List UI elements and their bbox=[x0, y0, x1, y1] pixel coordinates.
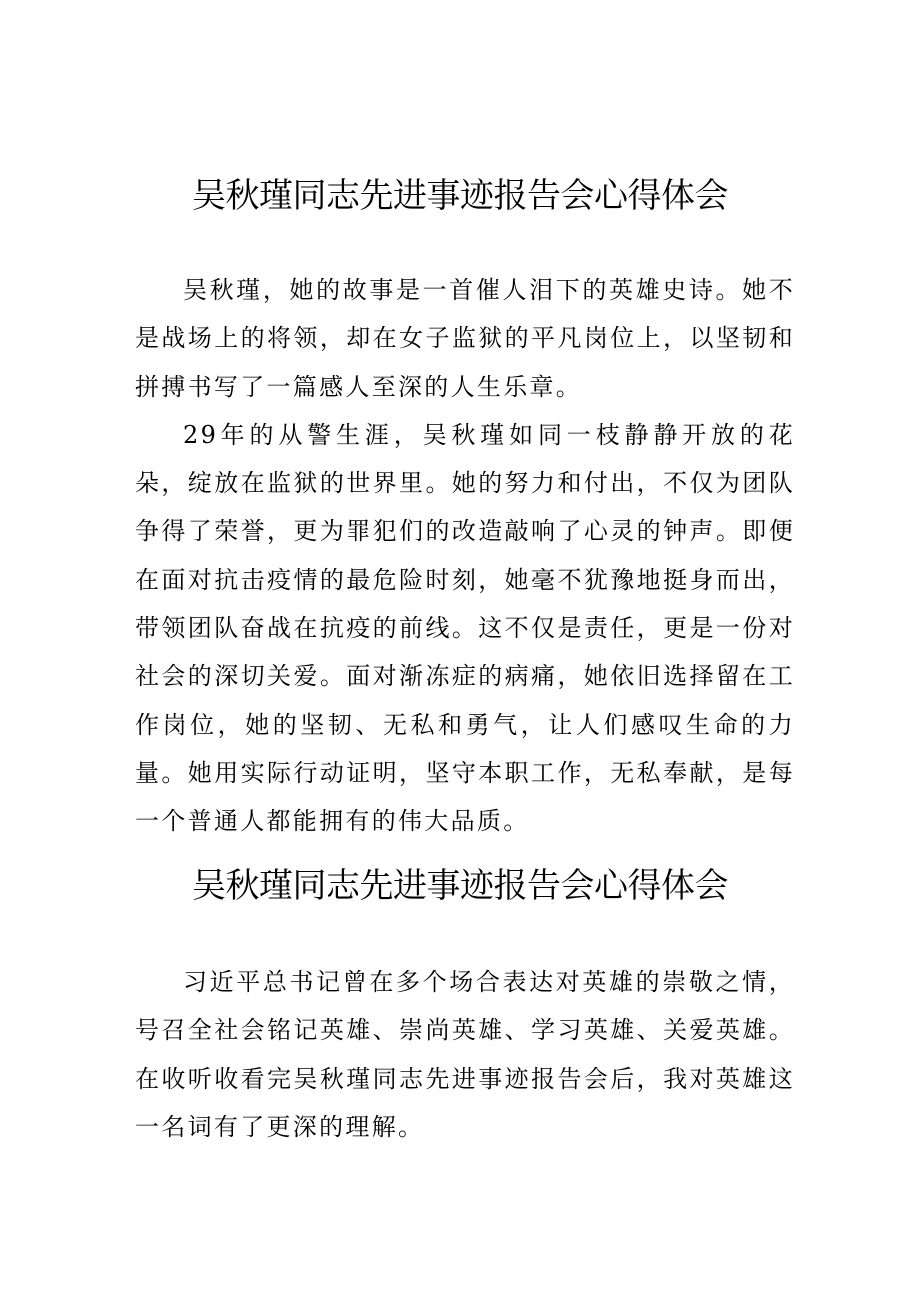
section-2-body bbox=[135, 958, 795, 1151]
section-1-body bbox=[135, 266, 795, 846]
section-1-title: 吴秋瑾同志先进事迹报告会心得体会 bbox=[192, 176, 728, 216]
section-1-paragraph-2: 29年的从警生涯，吴秋瑾如同一枝静静开放的花朵，绽放在监狱的世界里。她的努力和付出，不仅为团队争得了荣誉，更为罪犯们的改造敲响了心灵的钟声。即便在面对抗击疫情的最危险时刻，她毫不犹豫地挺身而出，带领团队奋战在抗疫的前线。这不仅是责任，更是一份对社会的深切关爱。面对渐冻症的病痛，她依旧选择留在工作岗位，她的坚韧、无私和勇气，让人们感叹生命的力量。她用实际行动证明，坚守本职工作，无私奉献，是每一个普通人都能拥有的伟大品质。 bbox=[135, 420, 795, 836]
section-2-title: 吴秋瑾同志先进事迹报告会心得体会 bbox=[192, 866, 728, 906]
section-2-paragraph-1: 习近平总书记曾在多个场合表达对英雄的崇敬之情，号召全社会铭记英雄、崇尚英雄、学习英雄、关爱英雄。在收听收看完吴秋瑾同志先进事迹报告会后，我对英雄这一名词有了更深的理解。 bbox=[135, 968, 795, 1141]
section-1-paragraph-1: 吴秋瑾，她的故事是一首催人泪下的英雄史诗。她不是战场上的将领，却在女子监狱的平凡岗位上，以坚韧和拼搏书写了一篇感人至深的人生乐章。 bbox=[135, 276, 795, 401]
